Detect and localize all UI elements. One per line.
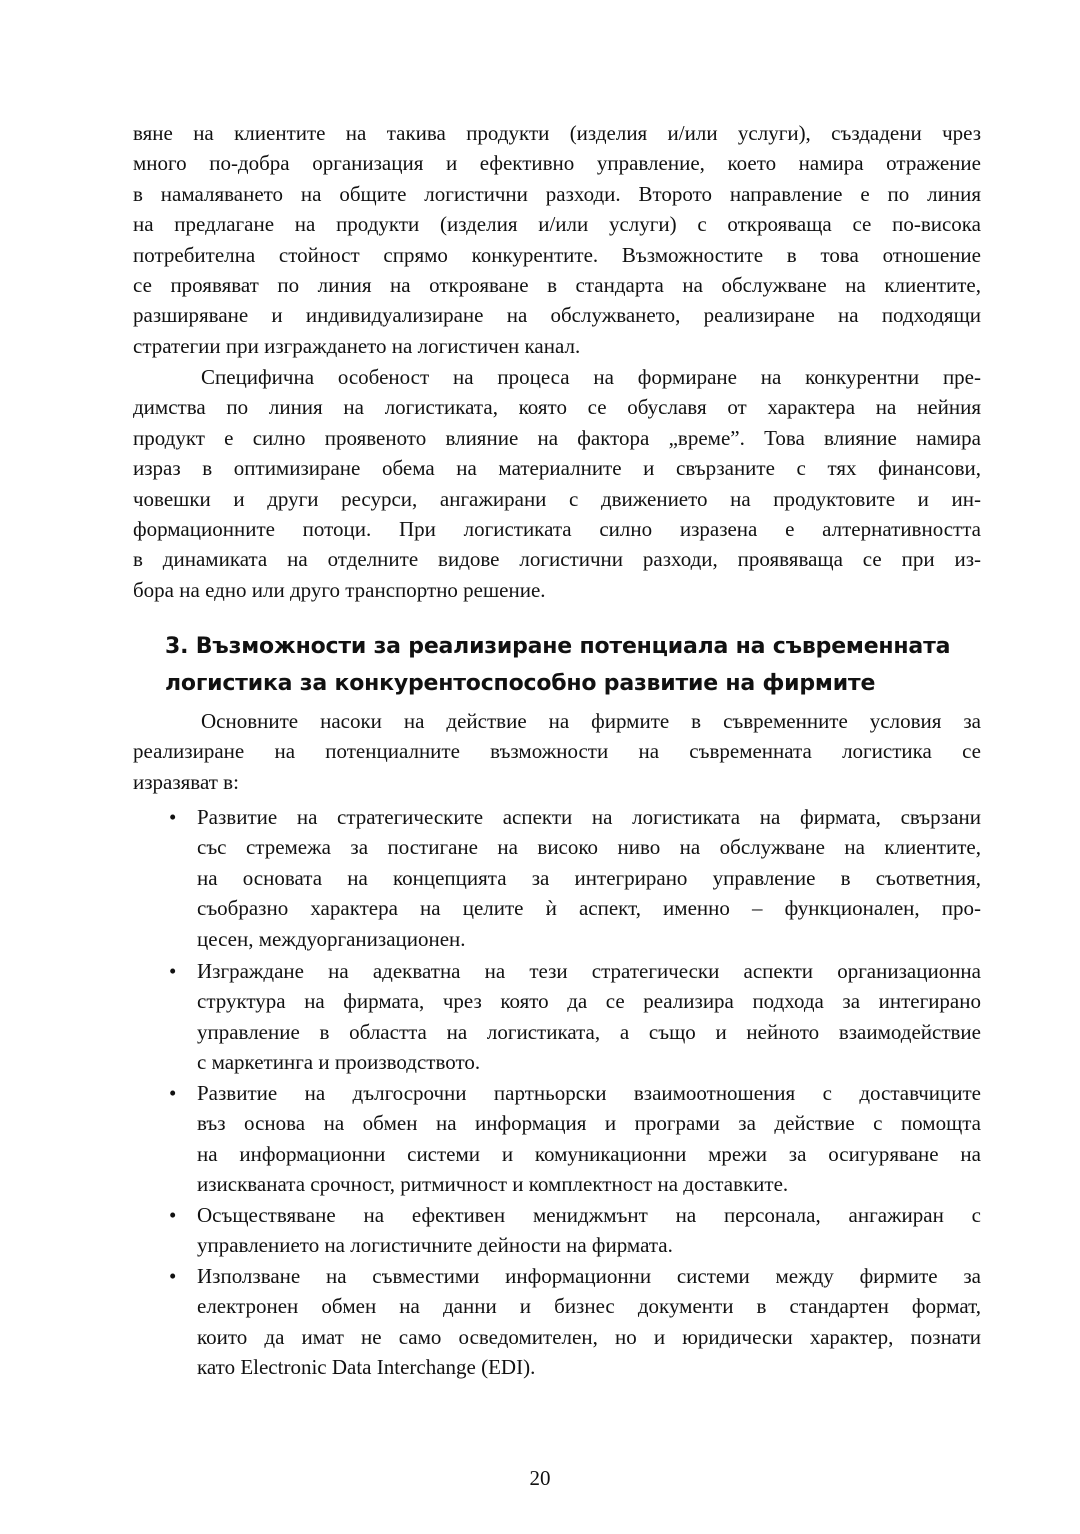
heading-line: логистика за конкурентоспособно развитие на фирмите (165, 671, 876, 696)
text-line: димства по линия на логистиката, която се обуславя от характера на нейния (133, 395, 981, 420)
text-line: изразяват в: (133, 769, 239, 794)
text-line: цесен, междуорганизационен. (197, 926, 466, 951)
text-line: израз в оптимизиране обема на материалните и свързаните с тях финансови, (133, 456, 981, 481)
text-line: стратегии при изграждането на логистичен канал. (133, 333, 581, 358)
text-line: разширяване и индивидуализиране на обслужването, реализиране на подходящи (133, 303, 981, 328)
text-line: Осъществяване на ефективен мениджмънт на персонала, ангажиран с (197, 1203, 981, 1227)
text-line: Специфична особеност на процеса на формиране на конкурентни пре- (201, 365, 981, 389)
bullet-icon: • (169, 1264, 177, 1288)
text-line: на предлагане на продукти (изделия и/или услуги) с открояваща се по-висока (133, 212, 981, 237)
text-line: реализиране на потенциалните възможности на съвременната логистика се (133, 739, 981, 764)
text-line: човешки и други ресурси, ангажирани с движението на продуктовите и ин- (133, 486, 981, 511)
text-line: съобразно характера на целите ѝ аспект, именно – функционален, про- (197, 896, 981, 921)
text-line: структура на фирмата, чрез която да се реализира подхода за интегирано (197, 989, 981, 1014)
text-line: в динамиката на отделните видове логистични разходи, проявяваща се при из- (133, 547, 981, 572)
section-heading (165, 628, 981, 702)
text-line: бора на едно или друго транспортно решение. (133, 577, 546, 602)
text-line: въз основа на обмен на информация и програми за действие с помощта (197, 1111, 981, 1136)
paragraph-1 (133, 118, 981, 361)
text-line: Използване на съвместими информационни системи между фирмите за (197, 1264, 981, 1288)
text-line: Изграждане на адекватна на тези стратегически аспекти организационна (197, 959, 981, 983)
text-line: електронен обмен на данни и бизнес документи в стандартен формат, (197, 1294, 981, 1319)
text-line: се проявяват по линия на открояване в стандарта на обслужване на клиентите, (133, 273, 981, 298)
text-line: изискваната срочност, ритмичност и комплектност на доставките. (197, 1172, 789, 1197)
text-line: управление в областта на логистиката, а също и нейното взаимодействие (197, 1019, 981, 1044)
text-line: Основните насоки на действие на фирмите в съвременните условия за (201, 709, 981, 733)
heading-line: 3. Възможности за реализиране потенциала на съвременната (165, 634, 951, 659)
bullet-icon: • (169, 959, 177, 983)
text-line: които да имат не само осведомителен, но и юридически характер, познати (197, 1324, 981, 1349)
text-line: потребителна стойност спрямо конкурентите. Възможностите в това отношение (133, 242, 981, 267)
text-line: вяне на клиентите на такива продукти (изделия и/или услуги), създадени чрез (133, 121, 981, 145)
bullet-icon: • (169, 1203, 177, 1227)
text-line: много по-добра организация и ефективно управление, което намира отражение (133, 151, 981, 176)
bullet-icon: • (169, 805, 177, 829)
text-line: в намаляването на общите логистични разходи. Второто направление е по линия (133, 181, 981, 206)
text-line: Развитие на стратегическите аспекти на логистиката на фирмата, свързани (197, 805, 981, 829)
text-line: на основата на концепцията за интегрирано управление в съответния, (197, 865, 981, 890)
text-line: формационните потоци. При логистиката силно изразена е алтернативността (133, 517, 981, 542)
page-number: 20 (529, 1466, 551, 1490)
text-line: продукт е силно проявеното влияние на фактора „време”. Това влияние намира (133, 425, 981, 450)
text-line: Развитие на дългосрочни партньорски взаимоотношения с доставчиците (197, 1081, 981, 1105)
text-line: със стремежа за постигане на високо ниво на обслужване на клиентите, (197, 835, 981, 860)
text-line: като Electronic Data Interchange (EDI). (197, 1355, 536, 1380)
text-line: на информационни системи и комуникационни мрежи за осигуряване на (197, 1141, 981, 1166)
paragraph-2 (133, 362, 981, 605)
paragraph-3 (133, 706, 981, 797)
bullet-icon: • (169, 1081, 177, 1105)
text-line: управлението на логистичните дейности на фирмата. (197, 1233, 673, 1258)
text-line: с маркетинга и производството. (197, 1050, 481, 1075)
